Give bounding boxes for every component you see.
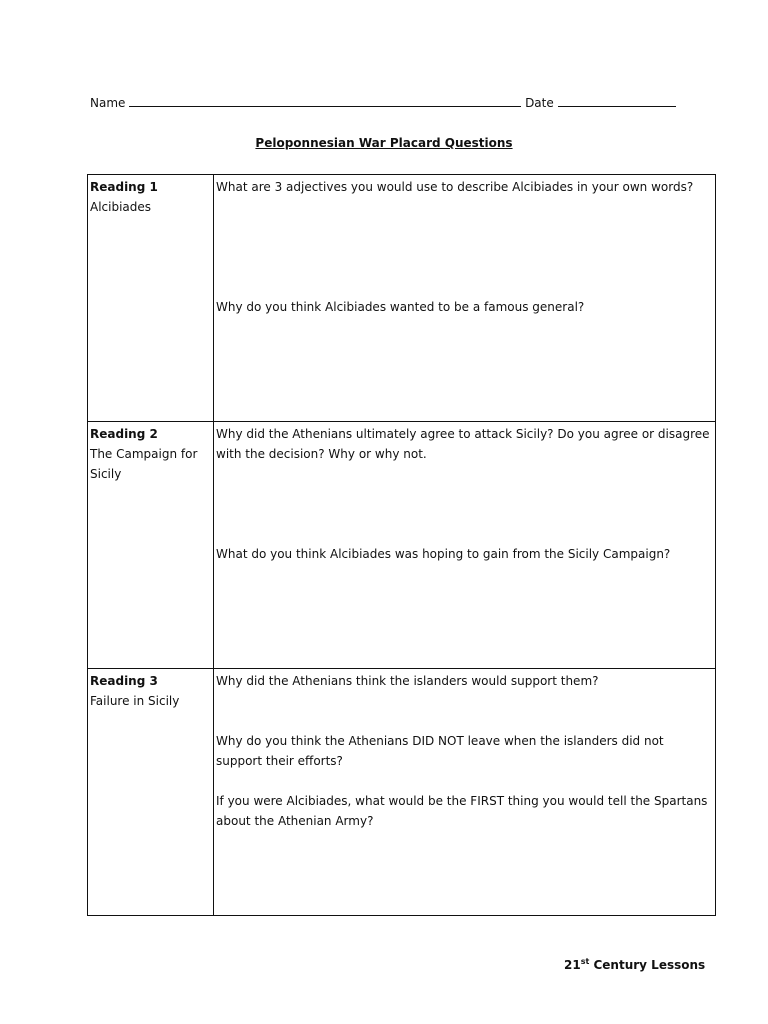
reading-topic: Failure in Sicily: [90, 694, 180, 708]
reading-number: Reading 1: [90, 180, 158, 194]
footer-ordinal: st: [580, 957, 590, 966]
reading-label-cell: [88, 422, 214, 669]
questions-cell[interactable]: [214, 669, 716, 916]
date-label: Date: [525, 96, 554, 110]
reading-topic: Alcibiades: [90, 200, 152, 214]
footer-number: 21: [564, 958, 581, 972]
name-date-line: [90, 94, 730, 111]
reading-topic: The Campaign for Sicily: [90, 447, 198, 481]
question-text: If you were Alcibiades, what would be the FIRST thing you would tell the Spartans about the Athenian Army?: [216, 794, 708, 828]
question-text: What are 3 adjectives you would use to describe Alcibiades in your own words?: [216, 180, 694, 194]
question-text: Why did the Athenians think the islanders would support them?: [216, 674, 599, 688]
table-row: [88, 669, 716, 916]
question-text: Why do you think Alcibiades wanted to be a famous general?: [216, 300, 585, 314]
table-row: [88, 422, 716, 669]
questions-table: [87, 174, 716, 916]
name-label: Name: [90, 96, 126, 110]
reading-label-cell: [88, 175, 214, 422]
question-text: Why did the Athenians ultimately agree to attack Sicily? Do you agree or disagree with the decision? Why or why not.: [216, 427, 710, 461]
reading-number: Reading 2: [90, 427, 158, 441]
page-title: Peloponnesian War Placard Questions: [255, 136, 513, 150]
reading-number: Reading 3: [90, 674, 158, 688]
name-field[interactable]: [129, 94, 521, 107]
table-row: [88, 175, 716, 422]
questions-cell[interactable]: [214, 422, 716, 669]
questions-cell[interactable]: [214, 175, 716, 422]
footer-credit: [564, 958, 705, 972]
question-text: Why do you think the Athenians DID NOT leave when the islanders did not support their efforts?: [216, 734, 664, 768]
date-field[interactable]: [558, 94, 676, 107]
question-text: What do you think Alcibiades was hoping to gain from the Sicily Campaign?: [216, 547, 671, 561]
footer-text: Century Lessons: [593, 958, 706, 972]
reading-label-cell: [88, 669, 214, 916]
